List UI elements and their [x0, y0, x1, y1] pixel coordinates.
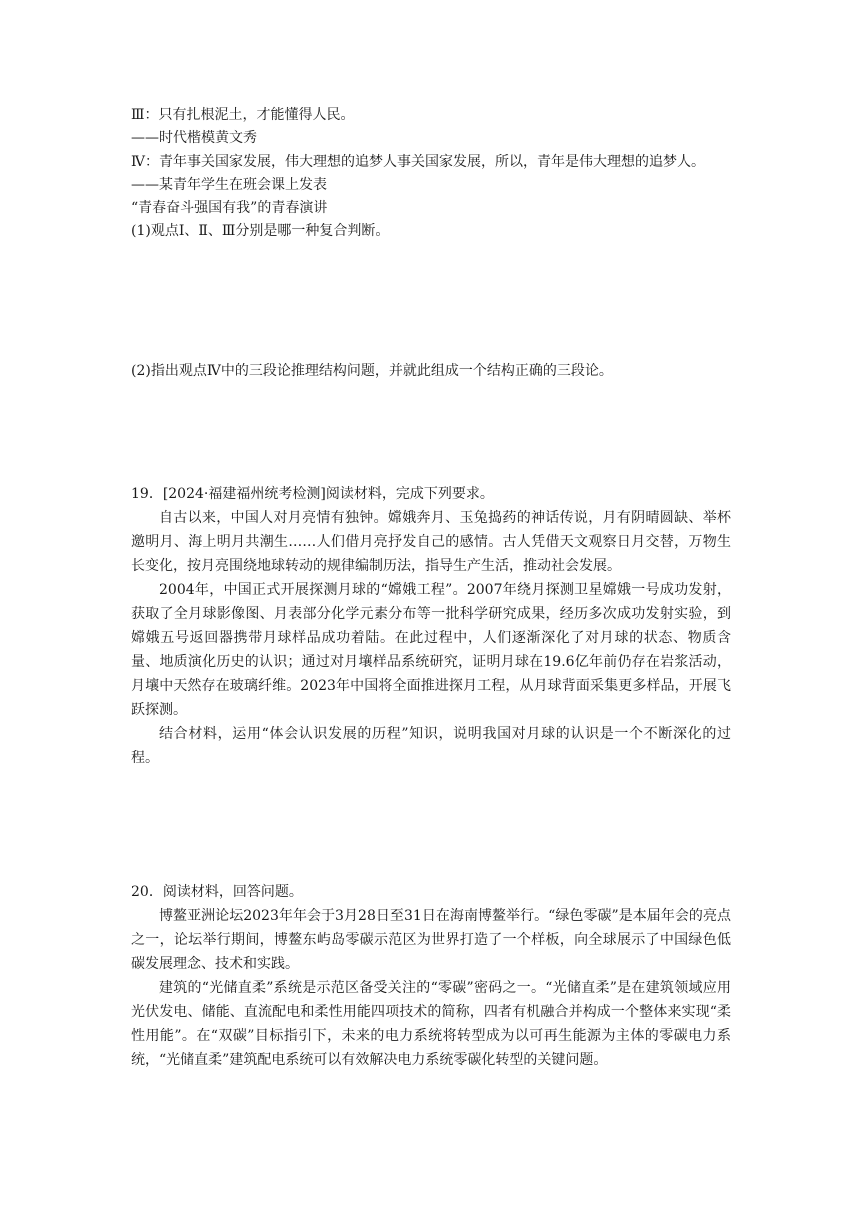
question-19-paragraph-2: 2004年，中国正式开展探测月球的“嫦娥工程”。2007年绕月探测卫星嫦娥一号成功发射，获取了全月球影像图、月表部分化学元素分布等一批科学研究成果，经历多次成功发射实验，到嫦娥五号返回器携带月球样品成功着陆。在此过程中，人们逐渐深化了对月球的状态、物质含量、地质演化历史的认识；通过对月壤样品系统研究，证明月球在19.6亿年前仍存在岩浆活动，月壤中天然存在玻璃纤维。2023年中国将全面推进探月工程，从月球背面采集更多样品，开展飞跃探测。 — [131, 582, 731, 718]
question-20-title: 20．阅读材料，回答问题。 — [131, 884, 303, 900]
viewpoint-3: Ⅲ：只有扎根泥土，才能懂得人民。 — [131, 107, 355, 123]
question-18-sub-2: (2)指出观点Ⅳ中的三段论推理结构问题，并就此组成一个结构正确的三段论。 — [131, 363, 613, 379]
answer-space — [131, 243, 731, 360]
viewpoint-4-source: ——某青年学生在班会课上发表 — [131, 177, 327, 193]
question-20-paragraph-1: 博鳌亚洲论坛2023年年会于3月28日至31日在海南博鳌举行。“绿色零碳”是本届年会的亮点之一，论坛举行期间，博鳌东屿岛零碳示范区为世界打造了一个样板，向全球展示了中国绿色低碳发展理念、技术和实践。 — [131, 908, 731, 972]
question-19-prompt: 结合材料，运用“体会认识发展的历程”知识，说明我国对月球的认识是一个不断深化的过程。 — [131, 726, 731, 766]
question-19-title: 19．[2024·福建福州统考检测]阅读材料，完成下列要求。 — [131, 486, 494, 502]
viewpoint-3-source: ——时代楷模黄文秀 — [131, 130, 257, 146]
question-20-paragraph-2: 建筑的“光储直柔”系统是示范区备受关注的“零碳”密码之一。“光储直柔”是在建筑领域应用光伏发电、储能、直流配电和柔性用能四项技术的简称，四者有机融合并构成一个整体来实现“柔性用能”。在“双碳”目标指引下，未来的电力系统将转型成为以可再生能源为主体的零碳电力系统，“光储直柔”建筑配电系统可以有效解决电力系统零碳化转型的关键问题。 — [131, 980, 731, 1068]
viewpoint-4-source-title: “青春奋斗强国有我”的青春演讲 — [131, 200, 328, 216]
question-18-sub-1: (1)观点Ⅰ、Ⅱ、Ⅲ分别是哪一种复合判断。 — [131, 223, 390, 239]
question-19-paragraph-1: 自古以来，中国人对月亮情有独钟。嫦娥奔月、玉兔捣药的神话传说，月有阴晴圆缺、举杯邀明月、海上明月共潮生……人们借月亮抒发自己的感情。古人凭借天文观察日月交替，万物生长变化，按月亮围绕地球转动的规律编制历法，指导生产生活，推动社会发展。 — [131, 510, 731, 574]
answer-space — [131, 383, 731, 482]
answer-space — [131, 770, 731, 880]
viewpoint-4: Ⅳ：青年事关国家发展，伟大理想的追梦人事关国家发展，所以，青年是伟大理想的追梦人。 — [131, 154, 705, 170]
document-page — [131, 104, 731, 1072]
